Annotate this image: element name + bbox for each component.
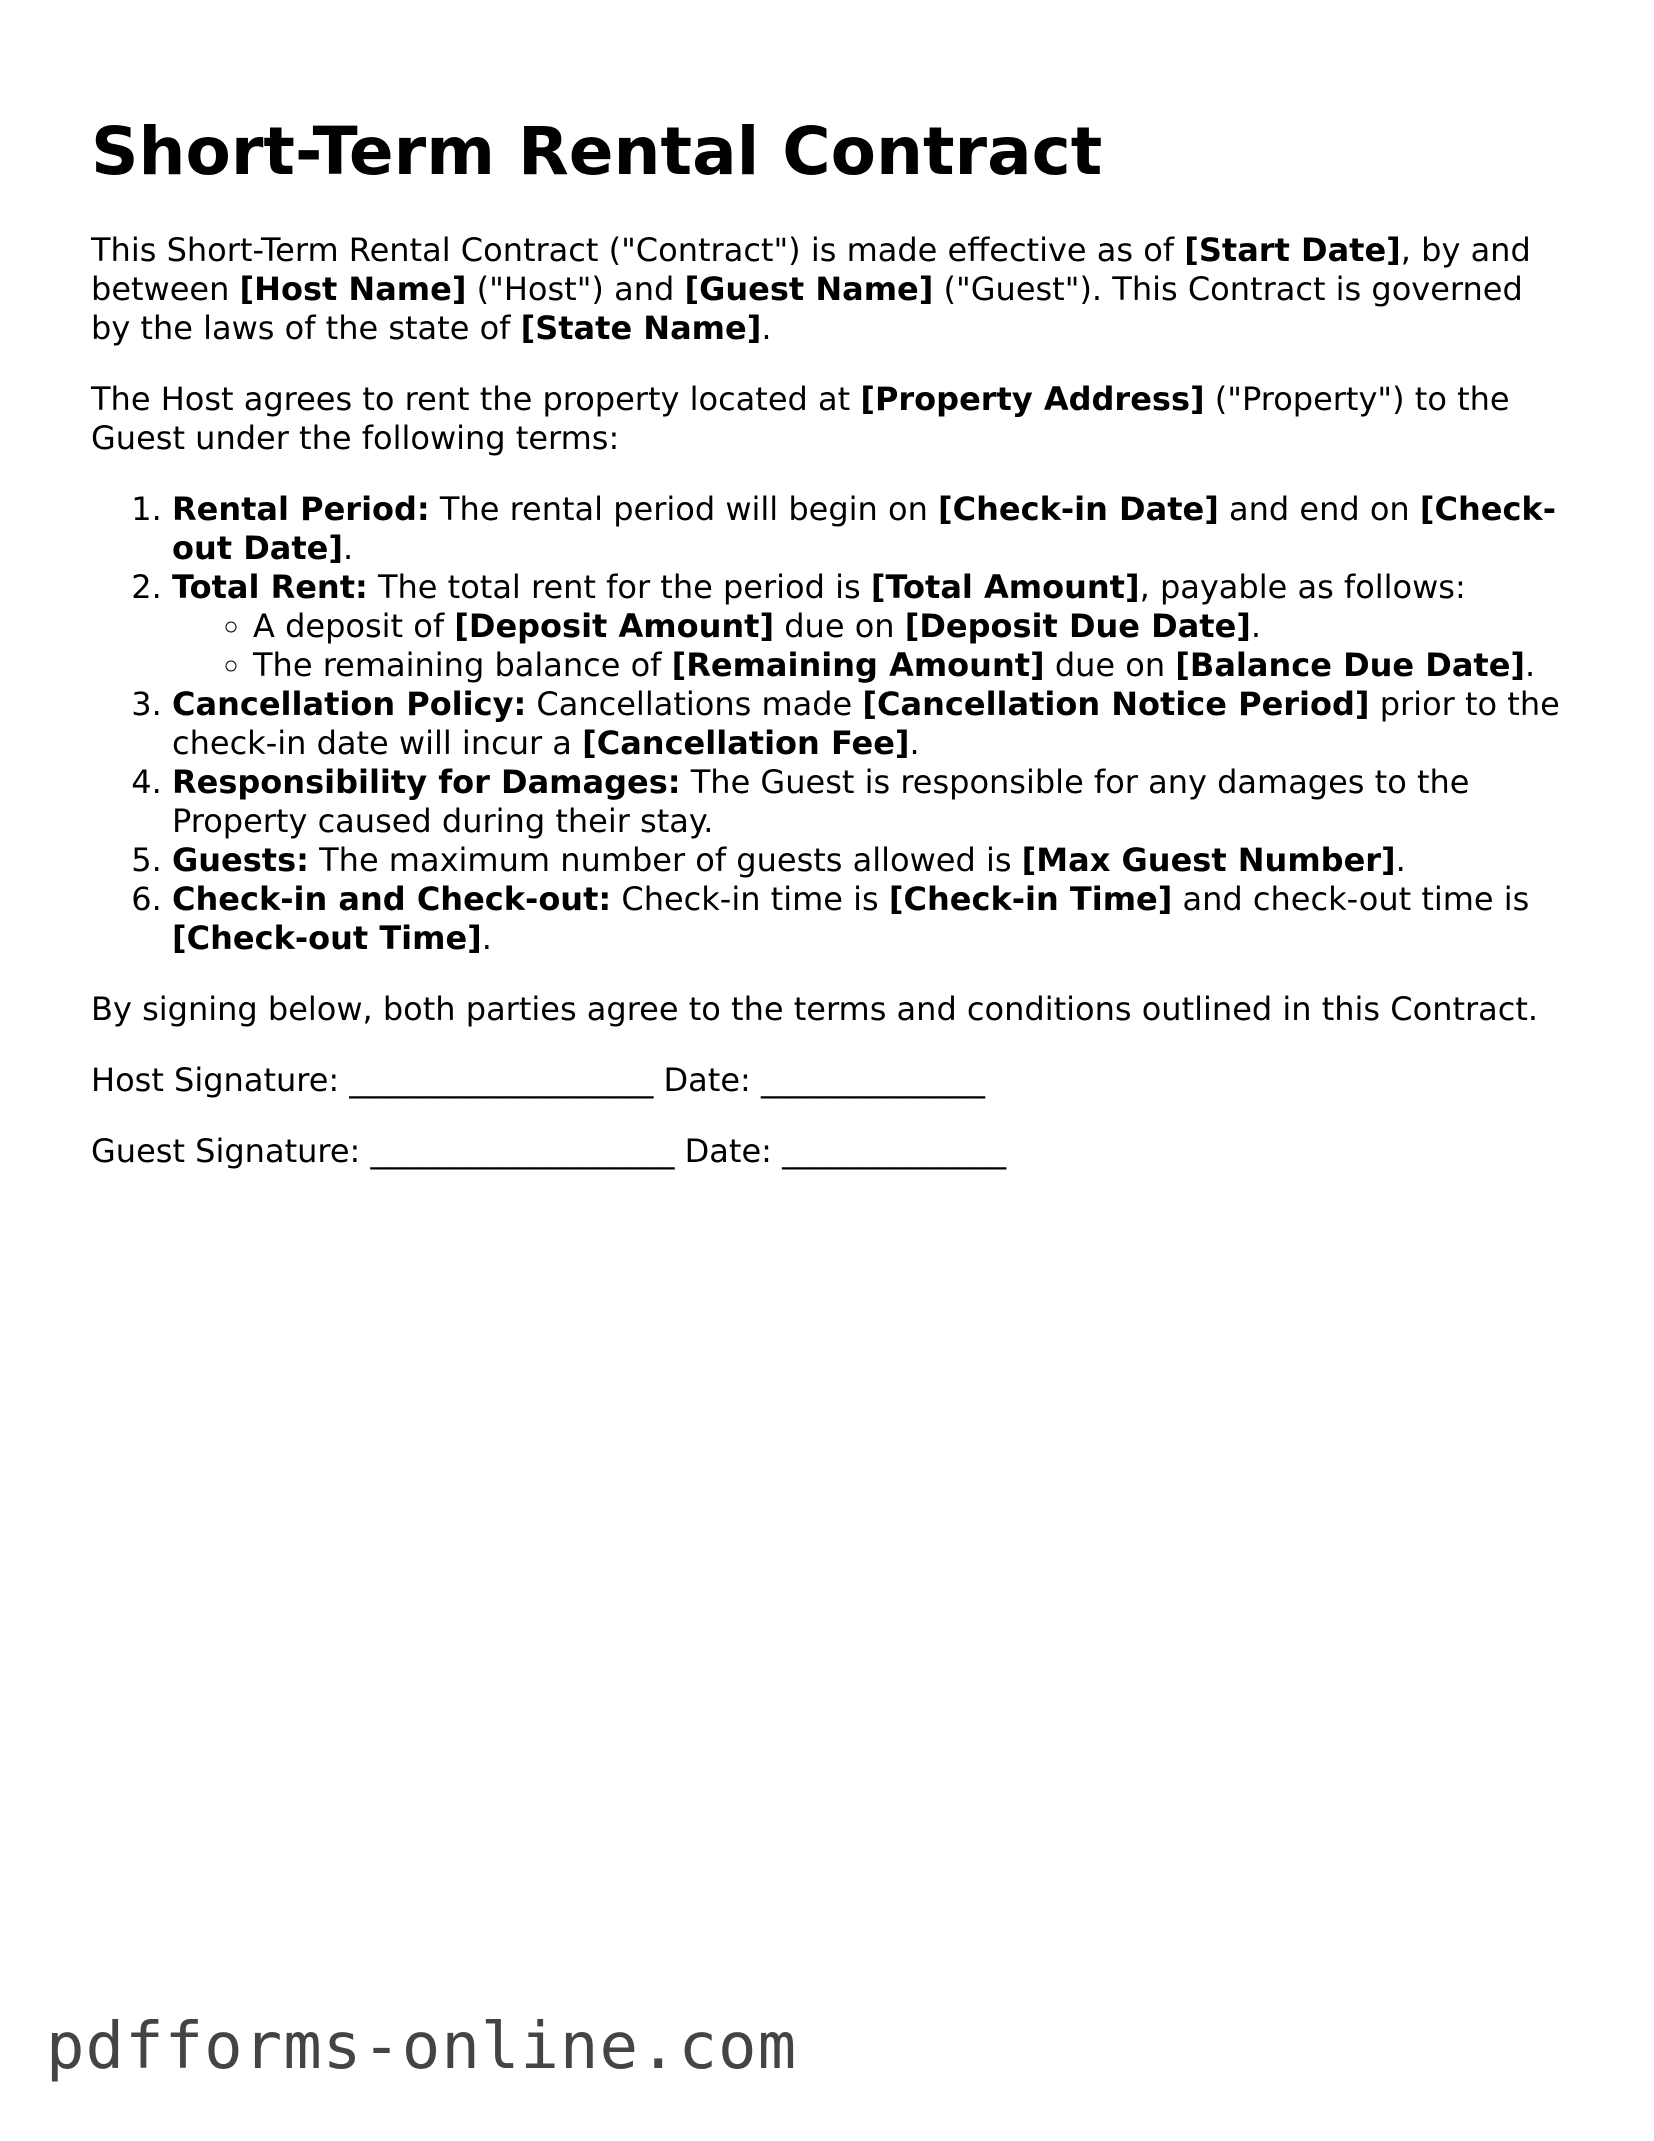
payment-schedule-list: [172, 607, 1571, 685]
term-text: The total rent for the period is: [367, 568, 871, 607]
checkin-date-placeholder: [Check-in Date]: [938, 490, 1219, 529]
term-rental-period: [172, 490, 1571, 568]
term-label: Guests:: [172, 841, 309, 880]
host-signature-line[interactable]: Host Signature: ___________________ Date: ______________: [91, 1061, 985, 1100]
agreement-paragraph: By signing below, both parties agree to the terms and conditions outlined in this Contract.: [91, 990, 1539, 1029]
term-damages: [172, 763, 1571, 841]
intro-text-2: , by and between: [91, 231, 1531, 309]
page-title: Short-Term Rental Contract: [91, 113, 1103, 190]
term-label: Check-in and Check-out:: [172, 880, 612, 919]
term-text: Cancellations made: [526, 685, 863, 724]
term-text: The remaining balance of: [253, 646, 672, 685]
term-text: due on: [774, 607, 905, 646]
term-text: .: [1250, 607, 1262, 646]
term-text: .: [909, 724, 920, 763]
term-text: prior to the check-in date will incur a: [172, 685, 1560, 763]
term-text: The maximum number of guests allowed is: [308, 841, 1022, 880]
terms-list: [91, 490, 1571, 958]
checkin-time-placeholder: [Check-in Time]: [888, 880, 1173, 919]
term-label: Cancellation Policy:: [172, 685, 527, 724]
term-text: .: [481, 919, 492, 958]
term-text: The rental period will begin on: [429, 490, 939, 529]
cancellation-notice-period-placeholder: [Cancellation Notice Period]: [862, 685, 1370, 724]
term-text: and check-out time is: [1172, 880, 1530, 919]
max-guest-number-placeholder: [Max Guest Number]: [1021, 841, 1396, 880]
term-label: Total Rent:: [172, 568, 368, 607]
term-text: Check-in time is: [611, 880, 889, 919]
intro-paragraph: [91, 231, 1571, 348]
intro-text-1: This Short-Term Rental Contract ("Contract") is made effective as of: [91, 231, 1185, 270]
term-total-rent: [172, 568, 1571, 685]
term-label: Rental Period:: [172, 490, 430, 529]
guest-name-placeholder: [Guest Name]: [684, 270, 934, 309]
checkout-date-placeholder: [Check-out Date]: [172, 490, 1556, 568]
term-text: .: [1525, 646, 1536, 685]
property-text-2: ("Property") to the Guest under the following terms:: [91, 380, 1510, 458]
term-text: due on: [1044, 646, 1176, 685]
term-text: A deposit of: [253, 607, 455, 646]
cancellation-fee-placeholder: [Cancellation Fee]: [582, 724, 910, 763]
term-checkin-checkout: [172, 880, 1571, 958]
balance-due-date-placeholder: [Balance Due Date]: [1175, 646, 1526, 685]
term-cancellation-policy: [172, 685, 1571, 763]
intro-text-4: ("Guest"). This Contract is governed by the laws of the state of: [91, 270, 1523, 348]
deposit-amount-placeholder: [Deposit Amount]: [454, 607, 775, 646]
term-text: .: [342, 529, 354, 568]
deposit-due-date-placeholder: [Deposit Due Date]: [904, 607, 1251, 646]
term-guests: [172, 841, 1571, 880]
property-address-placeholder: [Property Address]: [860, 380, 1205, 419]
document-page: [91, 112, 1571, 1203]
term-label: Responsibility for Damages:: [172, 763, 681, 802]
balance-item: [253, 646, 1571, 685]
property-paragraph: [91, 380, 1571, 458]
term-text: .: [1395, 841, 1406, 880]
host-name-placeholder: [Host Name]: [239, 270, 467, 309]
remaining-amount-placeholder: [Remaining Amount]: [671, 646, 1045, 685]
deposit-item: [253, 607, 1571, 646]
start-date-placeholder: [Start Date]: [1184, 231, 1401, 270]
watermark: pdfforms-online.com: [46, 2010, 798, 2084]
term-text: and end on: [1218, 490, 1420, 529]
checkout-time-placeholder: [Check-out Time]: [172, 919, 482, 958]
intro-text-5: .: [761, 309, 772, 348]
property-text-1: The Host agrees to rent the property located at: [91, 380, 861, 419]
term-text: The Guest is responsible for any damages to the Property caused during their stay.: [172, 763, 1470, 841]
total-amount-placeholder: [Total Amount]: [870, 568, 1140, 607]
guest-signature-line[interactable]: Guest Signature: ___________________ Date: ______________: [91, 1132, 1007, 1171]
term-text: , payable as follows:: [1139, 568, 1466, 607]
intro-text-3: ("Host") and: [466, 270, 685, 309]
state-name-placeholder: [State Name]: [520, 309, 762, 348]
